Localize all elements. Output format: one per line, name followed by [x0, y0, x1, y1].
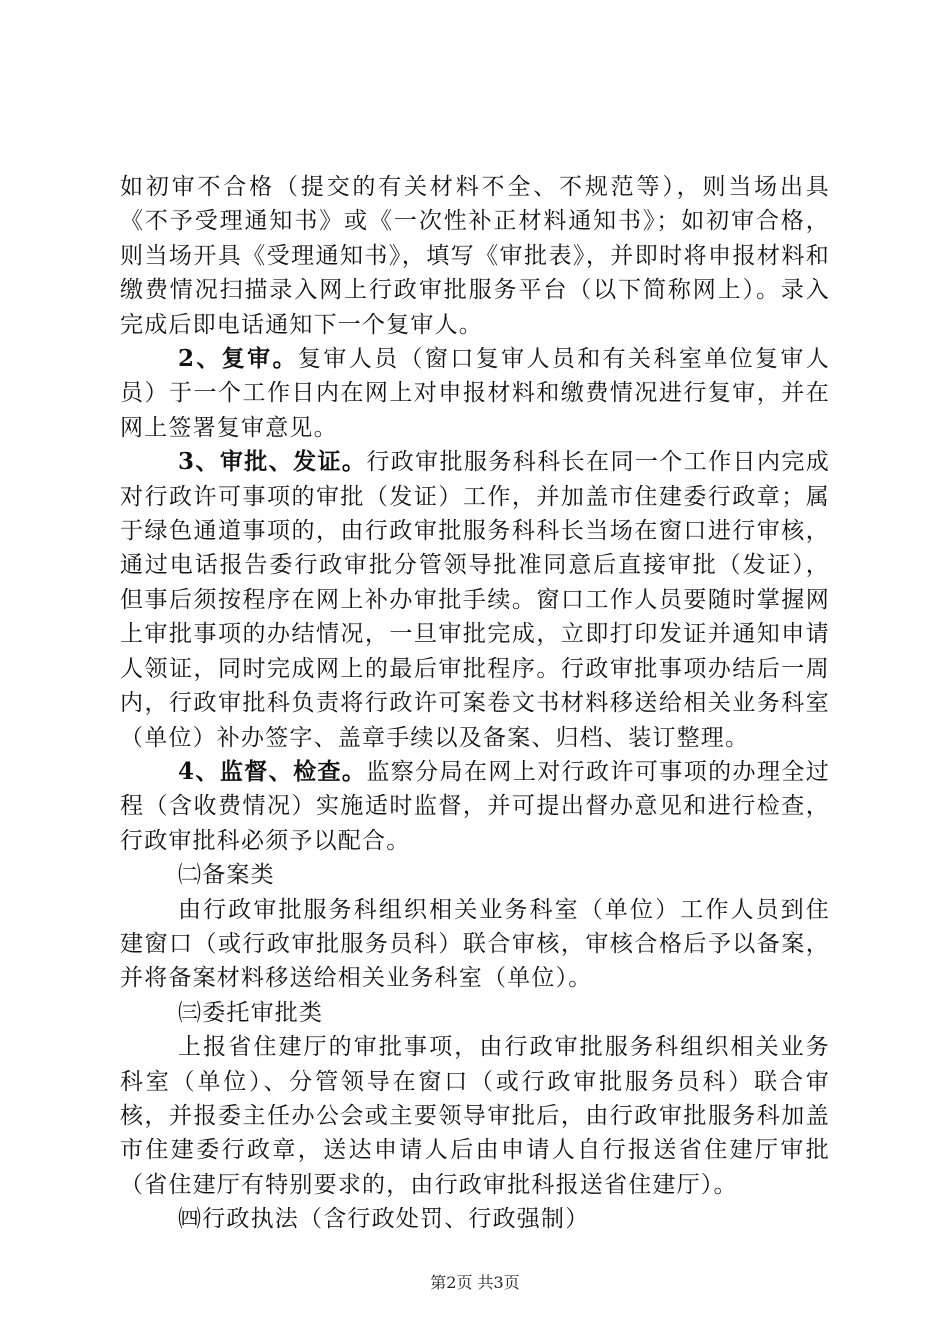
paragraph-filing: 由行政审批服务科组织相关业务科室（单位）工作人员到住建窗口（或行政审批服务员科）联合审核，审核合格后予以备案，并将备案材料移送给相关业务科室（单位）。	[120, 896, 830, 992]
paragraph-approval-certificate	[120, 445, 830, 755]
paragraph-text: 复审人员（窗口复审人员和有关科室单位复审人员）于一个工作日内在网上对申报材料和缴费情况进行复审，并在网上签署复审意见。	[120, 346, 830, 441]
paragraph-text: 监察分局在网上对行政许可事项的办理全过程（含收费情况）实施适时监督，并可提出督办意见和进行检查，行政审批科必须予以配合。	[120, 758, 830, 854]
document-body	[120, 170, 830, 1237]
section-heading-enforcement: ㈣行政执法（含行政处罚、行政强制）	[178, 1206, 590, 1233]
paragraph-initial-review	[120, 170, 830, 342]
step-heading: 4、监督、检查。	[178, 757, 367, 785]
paragraph-text: 行政审批服务科科长在同一个工作日内完成对行政许可事项的审批（发证）工作，并加盖市住建委行政章；属于绿色通道事项的，由行政审批服务科科长当场在窗口进行审核，通过电话报告委行政审批分管领导批准同意后直接审批（发证），但事后须按程序在网上补办审批手续。窗口工作人员要随时掌握网上审批事项的办结情况，一旦审批完成，立即打印发证并通知申请人领证，同时完成网上的最后审批程序。行政审批事项办结后一周内，行政审批科负责将行政许可案卷文书材料移送给相关业务科室（单位）补办签字、盖章手续以及备案、归档、装订整理。	[120, 449, 830, 751]
section-heading-filing: ㈡备案类	[178, 862, 275, 889]
paragraph-text: 如初审不合格（提交的有关材料不全、不规范等），则当场出具《不予受理通知书》或《一次性补正材料通知书》；如初审合格，则当场开具《受理通知书》，填写《审批表》，并即时将申报材料和缴费情况扫描录入网上行政审批服务平台（以下简称网上）。录入完成后即电话通知下一个复审人。	[120, 174, 830, 338]
page-number: 第2页 共3页	[430, 1273, 520, 1292]
step-heading: 3、审批、发证。	[178, 448, 367, 476]
step-heading: 2、复审。	[178, 345, 298, 373]
paragraph-re-review	[120, 342, 830, 445]
paragraph-supervision	[120, 755, 830, 858]
paragraph-entrusted: 上报省住建厅的审批事项，由行政审批服务科组织相关业务科室（单位）、分管领导在窗口（或行政审批服务员科）联合审核，并报委主任办公会或主要领导审批后，由行政审批服务科加盖市住建委行政章，送达申请人后由申请人自行报送省住建厅审批（省住建厅有特别要求的，由行政审批科报送省住建厅）。	[120, 1034, 830, 1198]
section-heading-entrusted: ㈢委托审批类	[178, 999, 324, 1026]
